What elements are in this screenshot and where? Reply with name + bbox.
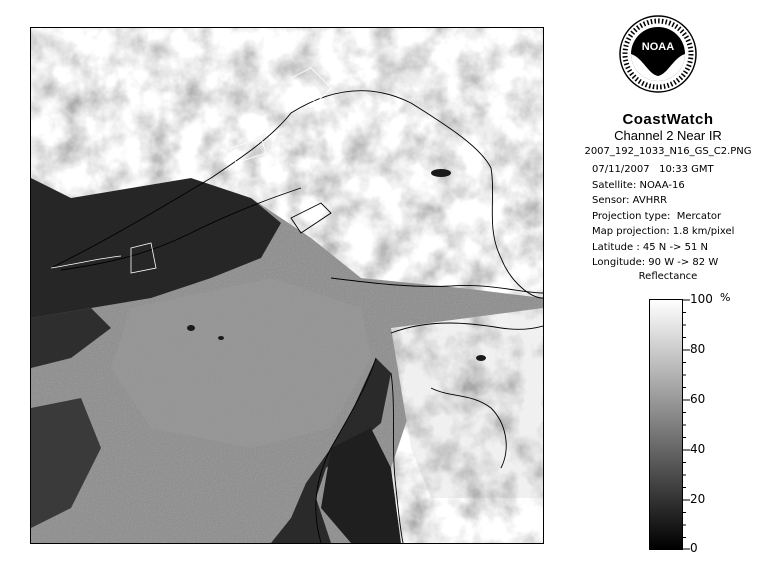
- image-filename: 2007_192_1033_N16_GS_C2.PNG: [584, 146, 752, 157]
- channel-label: Channel 2 Near IR: [614, 128, 722, 143]
- colorbar-tick-40: 40: [690, 442, 706, 456]
- longitude-range: Longitude: 90 W -> 82 W: [592, 257, 719, 268]
- noaa-logo-text: NOAA: [641, 41, 675, 53]
- coastwatch-title: CoastWatch: [622, 111, 714, 128]
- colorbar-label: Reflectance: [638, 271, 698, 282]
- satellite-image-map[interactable]: [30, 27, 544, 544]
- satellite-info: Satellite: NOAA-16: [592, 179, 685, 191]
- latitude-range: Latitude : 45 N -> 51 N: [592, 241, 708, 253]
- map-canvas: [31, 28, 543, 543]
- reflectance-colorbar: [649, 299, 683, 550]
- colorbar-tick-60: 60: [690, 392, 706, 406]
- noaa-logo-icon: [618, 14, 698, 94]
- date-time: 07/11/2007 10:33 GMT: [592, 164, 714, 175]
- image-metadata: [592, 162, 782, 271]
- colorbar-tick-100: 100: [690, 292, 713, 306]
- colorbar-units: %: [720, 291, 731, 304]
- colorbar-tick-20: 20: [690, 492, 706, 506]
- colorbar-tick-0: 0: [690, 541, 698, 555]
- projection-type: Projection type: Mercator: [592, 210, 722, 222]
- colorbar-ticks: [682, 299, 690, 550]
- map-projection: Map projection: 1.8 km/pixel: [592, 226, 735, 237]
- colorbar-tick-80: 80: [690, 342, 706, 356]
- sensor-info: Sensor: AVHRR: [592, 195, 668, 206]
